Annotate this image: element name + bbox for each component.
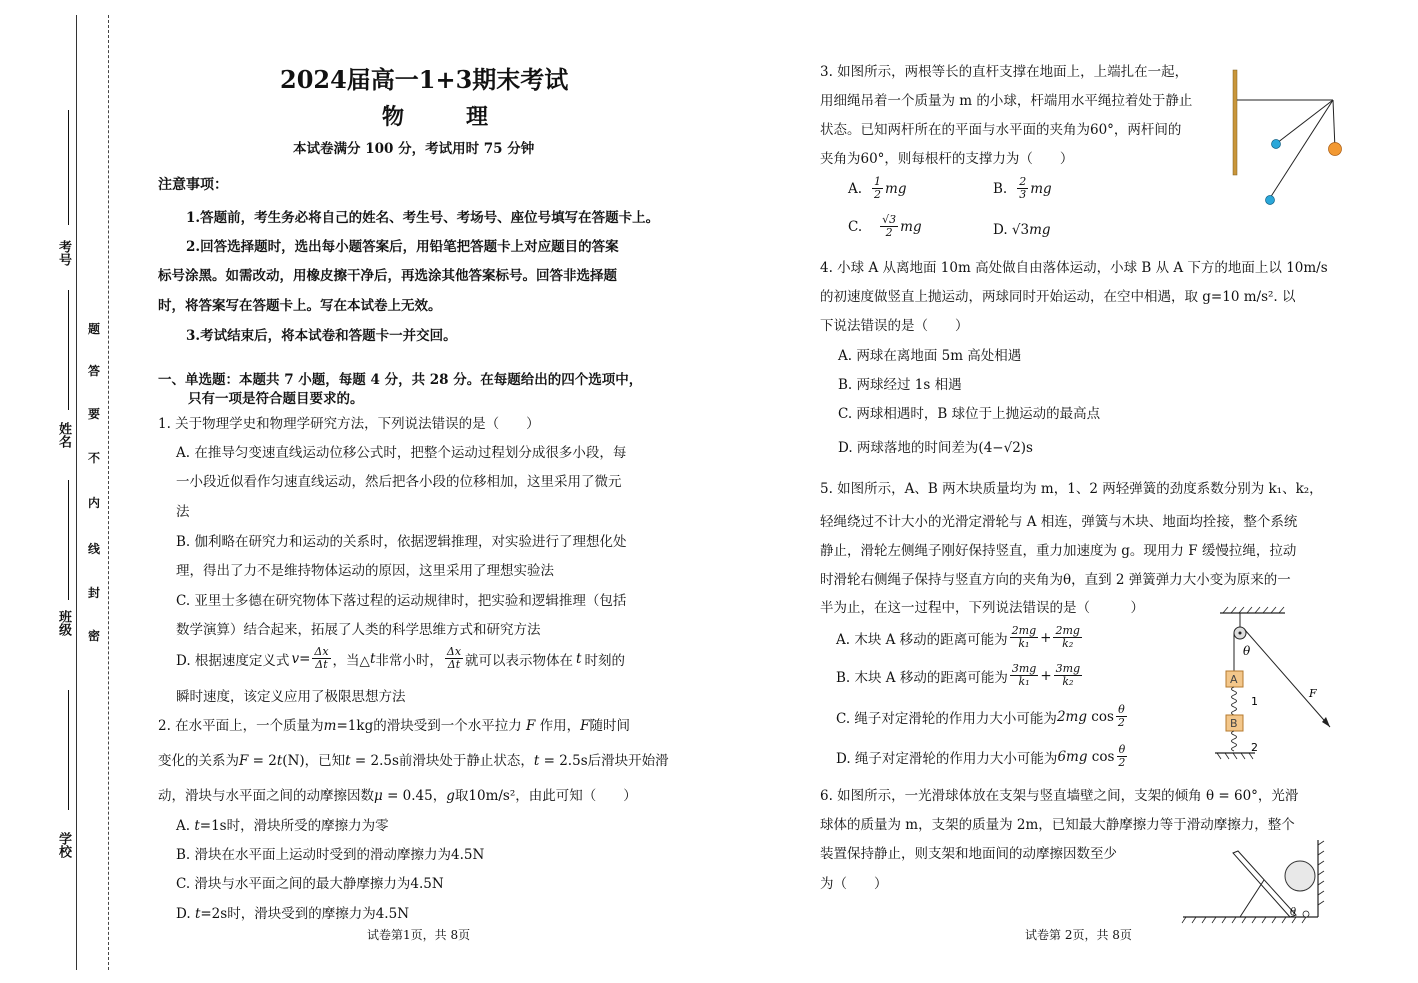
q6-line-3: 装置保持静止，则支架和地面间的动摩擦因数至少 xyxy=(820,846,1117,862)
q1-option-b-cont: 理，得出了力不是维持物体运动的原因，这里采用了理想实验法 xyxy=(176,563,554,579)
q3-option-b: B. $\frac{2}{3}$ mg xyxy=(993,175,1052,201)
q5-option-a: A. 木块 A 移动的距离可能为 $\frac{2mg}{\text{k₁}}$ + $\frac{2mg}{\text{k₂}}$ xyxy=(836,624,1080,650)
blank-line xyxy=(68,290,69,410)
notice-2-cont: 标号涂黑。如需改动，用橡皮擦干净后，再选涂其他答案标号。回答非选择题 xyxy=(158,268,617,284)
q2-option-d: D. t=2s时，滑块受到的摩擦力为4.5N xyxy=(176,906,410,922)
page-footer-left: 试卷第1页，共 8页 xyxy=(367,928,471,942)
class-label: 班级 xyxy=(56,610,71,636)
q4-line-3: 下说法错误的是（ ） xyxy=(820,318,969,334)
section-heading: 一、单选题：本题共 7 小题，每题 4 分，共 28 分。在每题给出的四个选项中， xyxy=(158,372,643,388)
notice-2-cont2: 时，将答案写在答题卡上。写在本试卷上无效。 xyxy=(158,298,442,314)
svg-text:1: 1 xyxy=(1251,695,1258,708)
q1-option-a: A. 在推导匀变速直线运动位移公式时，把整个运动过程划分成很多小段，每 xyxy=(176,445,627,461)
binding-line-outer xyxy=(76,15,77,970)
svg-text:A: A xyxy=(1230,673,1238,686)
q3-line-4: 夹角为60°，则每根杆的支撑力为（ ） xyxy=(820,151,1074,167)
q5-option-b: B. 木块 A 移动的距离可能为 $\frac{3mg}{\text{k₁}}$ + $\frac{3mg}{\text{k₂}}$ xyxy=(836,662,1081,688)
q1-d-text: 时刻的 xyxy=(584,652,625,669)
q2-text: 作用， xyxy=(539,718,581,734)
q2-option-a: A. t=1s时，滑块所受的摩擦力为零 xyxy=(176,818,389,834)
binding-strip xyxy=(0,0,115,983)
q6-line-4: 为（ ） xyxy=(820,876,888,892)
exam-subtitle: 本试卷满分 100 分，考试用时 75 分钟 xyxy=(293,141,535,157)
q1-option-d-cont: 瞬时速度，该定义应用了极限思想方法 xyxy=(176,689,406,705)
seal-char: 封 xyxy=(88,586,101,600)
q1-stem: 1. 关于物理学史和物理学研究方法，下列说法错误的是（ ） xyxy=(158,416,540,432)
q2-option-b: B. 滑块在水平面上运动时受到的滑动摩擦力为4.5N xyxy=(176,847,485,863)
q5-b-label: B. 木块 A 移动的距离可能为 xyxy=(836,669,1008,686)
q4-line-2: 的初速度做竖直上抛运动，两球同时开始运动，在空中相遇，取 g=10 m/s². 以 xyxy=(820,289,1296,305)
q1-d-text: D. 根据速度定义式 xyxy=(176,652,290,669)
q5-line-1: 5. 如图所示，A、B 两木块质量均为 m，1、2 两轻弹簧的劲度系数分别为 k₁、k₂， xyxy=(820,481,1323,497)
blank-line xyxy=(68,480,69,600)
q2-text: 前滑块处于静止状态， xyxy=(398,753,534,769)
q2-text: 后滑块开始滑 xyxy=(587,753,669,769)
q1-d-text: 就可以表示物体在 xyxy=(465,652,574,669)
q2-text: 2. 在水平面上，一个质量为 xyxy=(158,718,324,734)
q5-option-d: D. 绳子对定滑轮的作用力大小可能为 6mg cos $\frac{\theta}{2}$ xyxy=(836,743,1126,769)
subject-title: 物 理 xyxy=(382,104,509,130)
section-heading-cont: 只有一项是符合题目要求的。 xyxy=(188,391,364,407)
exam-title: 2024届高一1+3期末考试 xyxy=(280,65,569,94)
seal-char: 密 xyxy=(88,629,101,643)
q1-option-a-cont2: 法 xyxy=(176,504,190,520)
q5-line-2: 轻绳绕过不计大小的光滑定滑轮与 A 相连，弹簧与木块、地面均拴接，整个系统 xyxy=(820,514,1298,530)
blank-line xyxy=(68,110,69,225)
q2-option-c: C. 滑块与水平面之间的最大静摩擦力为4.5N xyxy=(176,876,444,892)
q2-text: 的滑块受到一个水平拉力 xyxy=(373,718,522,734)
q3-b-label: B. xyxy=(993,180,1008,197)
q3-c-label: C. xyxy=(848,218,863,235)
seal-char: 题 xyxy=(88,322,101,336)
notice-1: 1.答题前，考生务必将自己的姓名、考生号、考场号、座位号填写在答题卡上。 xyxy=(186,210,660,226)
school-label: 学校 xyxy=(56,832,71,858)
seal-char: 要 xyxy=(88,407,101,421)
q6-line-1: 6. 如图所示，一光滑球体放在支架与竖直墙壁之间，支架的倾角 θ = 60°，光滑 xyxy=(820,788,1299,804)
binding-line-inner xyxy=(108,15,109,970)
seal-char: 内 xyxy=(88,496,101,510)
q2-a-text: 时，滑块所受的摩擦力为零 xyxy=(226,818,389,834)
q2-text: 动，滑块与水平面之间的动摩擦因数 xyxy=(158,788,374,804)
q5-figure xyxy=(1205,605,1335,765)
q2-line-2: 变化的关系为F = 2t(N)，已知t = 2.5s前滑块处于静止状态，t = 2.5s后滑块开始滑 xyxy=(158,753,669,769)
q4-option-c: C. 两球相遇时，B 球位于上抛运动的最高点 xyxy=(838,406,1101,422)
q5-option-c: C. 绳子对定滑轮的作用力大小可能为 2mg cos $\frac{\theta}{2}$ xyxy=(836,703,1125,729)
q4-line-1: 4. 小球 A 从离地面 10m 高处做自由落体运动，小球 B 从 A 下方的地面上以 10m/s xyxy=(820,260,1328,276)
exam-number-label: 考号 xyxy=(56,240,71,266)
svg-text:θ: θ xyxy=(1290,907,1297,918)
q3-option-a: A. $\frac{1}{2}$ mg xyxy=(848,175,907,201)
notice-2: 2.回答选择题时，选出每小题答案后，用铅笔把答题卡上对应题目的答案 xyxy=(186,239,619,255)
q2-text: 变化的关系为 xyxy=(158,753,239,769)
q2-line-1: 2. 在水平面上，一个质量为m=1kg的滑块受到一个水平拉力 F 作用，F随时间 xyxy=(158,718,631,734)
q4-option-b: B. 两球经过 1s 相遇 xyxy=(838,377,962,393)
svg-text:F: F xyxy=(1309,687,1317,700)
notice-heading: 注意事项： xyxy=(158,177,228,193)
q4-option-d: D. 两球落地的时间差为(4−√2)s xyxy=(838,440,1033,456)
q5-line-5: 半为止，在这一过程中，下列说法错误的是（ ） xyxy=(820,600,1144,616)
seal-char: 不 xyxy=(88,451,101,465)
q6-figure xyxy=(1178,835,1328,925)
page-footer-right: 试卷第 2页，共 8页 xyxy=(1025,928,1132,942)
q5-c-label: C. 绳子对定滑轮的作用力大小可能为 xyxy=(836,710,1057,727)
q3-line-1: 3. 如图所示，两根等长的直杆支撑在地面上，上端扎在一起， xyxy=(820,64,1189,80)
q3-figure xyxy=(1225,65,1350,215)
blank-line xyxy=(68,690,69,810)
svg-text:B: B xyxy=(1230,717,1238,730)
q2-text: ，已知 xyxy=(304,753,346,769)
q2-d-text: 时，滑块受到的摩擦力为4.5N xyxy=(227,906,410,922)
q3-a-label: A. xyxy=(848,180,863,197)
notice-3: 3.考试结束后，将本试卷和答题卡一并交回。 xyxy=(186,328,457,344)
q3-line-2: 用细绳吊着一个质量为 m 的小球，杆端用水平绳拉着处于静止 xyxy=(820,93,1193,109)
seal-char: 答 xyxy=(88,364,101,378)
q1-option-d: D. 根据速度定义式 v = $\frac{\Delta x}{\Delta t}$ ，当△ t 非常小时， $\frac{\Delta x}{\Delta t}$ 就可以表示物体在 t 时刻的 xyxy=(176,645,625,671)
q1-option-c: C. 亚里士多德在研究物体下落过程的运动规律时，把实验和逻辑推理（包括 xyxy=(176,593,627,609)
q1-d-text: 非常小时， xyxy=(375,652,443,669)
q4-option-a: A. 两球在离地面 5m 高处相遇 xyxy=(838,348,1022,364)
q3-option-d: D. √3mg xyxy=(993,222,1051,238)
svg-text:θ: θ xyxy=(1243,644,1251,658)
q1-option-a-cont: 一小段近似看作匀速直线运动，然后把各小段的位移相加，这里采用了微元 xyxy=(176,474,622,490)
q3-option-c: C. $\frac{√3}{2}$ mg xyxy=(848,213,922,239)
seal-char: 线 xyxy=(88,542,101,556)
q2-line-3: 动，滑块与水平面之间的动摩擦因数μ = 0.45，g取10m/s²，由此可知（ ） xyxy=(158,788,637,804)
q2-text: 随时间 xyxy=(589,718,631,734)
name-label: 姓名 xyxy=(56,422,71,448)
q2-text: ，由此可知（ ） xyxy=(515,788,637,804)
q5-line-4: 时滑轮右侧绳子保持与竖直方向的夹角为θ，直到 2 弹簧弹力大小变为原来的一 xyxy=(820,572,1291,588)
q3-d-label: D. xyxy=(993,222,1008,238)
q6-line-2: 球体的质量为 m，支架的质量为 2m，已知最大静摩擦力等于滑动摩擦力，整个 xyxy=(820,817,1295,833)
q1-option-c-cont: 数学演算）结合起来，拓展了人类的科学思维方式和研究方法 xyxy=(176,622,541,638)
q3-line-3: 状态。已知两杆所在的平面与水平面的夹角为60°，两杆间的 xyxy=(820,122,1182,138)
q2-text: 取 xyxy=(454,788,469,804)
q1-d-text: ，当△ xyxy=(332,652,370,669)
svg-text:2: 2 xyxy=(1251,741,1258,754)
q5-line-3: 静止，滑轮左侧绳子刚好保持竖直，重力加速度为 g。现用力 F 缓慢拉绳，拉动 xyxy=(820,543,1297,559)
q1-option-b: B. 伽利略在研究力和运动的关系时，依据逻辑推理，对实验进行了理想化处 xyxy=(176,534,627,550)
q5-a-label: A. 木块 A 移动的距离可能为 xyxy=(836,631,1008,648)
q5-d-label: D. 绳子对定滑轮的作用力大小可能为 xyxy=(836,750,1058,767)
